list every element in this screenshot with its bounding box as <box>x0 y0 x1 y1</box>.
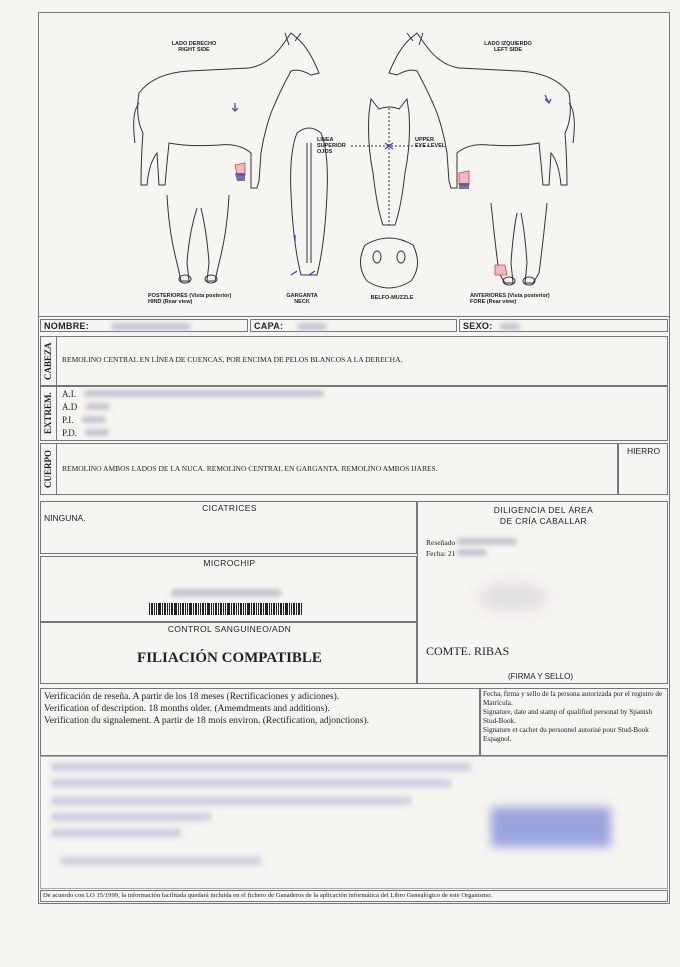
barcode-bar <box>162 603 163 615</box>
hind-legs-rear-view <box>167 195 229 283</box>
barcode-bar <box>205 603 206 615</box>
muzzle-drawing <box>360 238 417 288</box>
cabeza-text: REMOLINO CENTRAL EN LÍNEA DE CUENCAS, POR ENCIMA DE PELOS BLANCOS A LA DERECHA. <box>62 355 403 364</box>
verification-side-text <box>483 690 665 744</box>
redacted-stamp-area <box>40 756 668 889</box>
extrem-row-ad: A.D <box>62 401 324 414</box>
barcode-bar <box>258 603 259 615</box>
eye-line-label: LINEA SUPERIOR OJOS <box>317 137 346 155</box>
stamp-mark <box>478 582 548 612</box>
microchip-title: MICROCHIP <box>203 558 256 568</box>
microchip-box <box>40 556 417 622</box>
sexo-label: SEXO: <box>463 321 493 331</box>
divider <box>38 316 670 317</box>
barcode-bar <box>189 603 192 615</box>
right-side-label: LADO DERECHO RIGHT SIDE <box>171 41 217 53</box>
barcode-bar <box>278 603 279 615</box>
verification-side-box <box>480 688 668 756</box>
barcode-bar <box>156 603 157 615</box>
whorl-marks <box>232 95 551 275</box>
extrem-label: EXTREM. <box>43 392 53 435</box>
barcode-bar <box>271 603 272 615</box>
barcode-bar <box>253 603 255 615</box>
barcode-bar <box>200 603 201 615</box>
resenado-label: Reseñado <box>426 538 456 547</box>
extrem-row-pi: P.I. <box>62 414 324 427</box>
firma-label: (FIRMA Y SELLO) <box>508 672 574 681</box>
barcode-bar <box>149 603 150 615</box>
barcode-bar <box>154 603 155 615</box>
white-markings <box>235 163 507 275</box>
redacted-sex <box>500 323 520 330</box>
barcode-bar <box>276 603 277 615</box>
barcode-bar <box>182 603 184 615</box>
barcode-bar <box>151 603 153 615</box>
barcode-bar <box>283 603 284 615</box>
cicatrices-value: NINGUNA. <box>44 513 86 523</box>
barcode-bar <box>202 603 204 615</box>
verification-text <box>44 691 369 727</box>
barcode-bar <box>251 603 252 615</box>
barcode-bar <box>269 603 270 615</box>
neck-label: GARGANTA NECK <box>286 293 318 305</box>
barcode-bar <box>169 603 170 615</box>
barcode-bar <box>193 603 194 615</box>
barcode-bar <box>171 603 173 615</box>
barcode-bar <box>213 603 214 615</box>
capa-label: CAPA: <box>254 321 284 331</box>
barcode-bar <box>293 603 295 615</box>
barcode-bar <box>164 603 166 615</box>
fecha-label: Fecha: 21 <box>426 549 456 558</box>
cuerpo-text: REMOLINO AMBOS LADOS DE LA NUCA. REMOLINO CENTRAL EN GARGANTA. REMOLINO AMBOS IJARES. <box>62 464 438 473</box>
footer-box <box>40 890 668 902</box>
fore-label: ANTERIORES (Vista posterior) FORE (Rear view) <box>470 293 550 305</box>
barcode-bar <box>231 603 232 615</box>
cicatrices-title: CICATRICES <box>202 503 257 513</box>
verification-box <box>40 688 480 756</box>
footer-text: De acuerdo con LO 15/1999, la información facilitada quedará incluida en el fichero de Ganaderos de la aplicación informática del Libro Genealógico de este Organismo. <box>43 892 493 899</box>
barcode-bar <box>256 603 257 615</box>
barcode-bar <box>273 603 275 615</box>
barcode-bar <box>301 603 302 615</box>
hierro-label: HIERRO <box>627 446 661 456</box>
verification-side-en: Signature, date and stamp of qualified personal by Spanish Stud-Book. <box>483 708 653 725</box>
redacted-name <box>111 323 191 330</box>
barcode-bar <box>218 603 219 615</box>
extrem-rows <box>62 388 324 440</box>
sexo-field <box>459 319 668 332</box>
barcode-bar <box>174 603 177 615</box>
cabeza-label: CABEZA <box>43 342 53 380</box>
barcode-bar <box>198 603 199 615</box>
capa-field <box>250 319 457 332</box>
extrem-row-ai: A.I. <box>62 388 324 401</box>
left-side-horse-drawing <box>389 33 574 188</box>
barcode-bar <box>265 603 268 615</box>
divider <box>56 386 57 441</box>
barcode-bar <box>260 603 262 615</box>
barcode-bar <box>243 603 244 615</box>
barcode-bar <box>238 603 239 615</box>
control-title: CONTROL SANGUINEO/ADN <box>167 624 292 634</box>
nombre-field <box>40 319 248 332</box>
verification-side-fr: Signature et cachet du personnel autorisé pour Stud-Book Espagnol. <box>483 726 649 743</box>
redacted-chip-number <box>171 589 281 597</box>
verification-en: Verification of description. 18 months older. (Amemdments and additions). <box>44 704 330 714</box>
left-side-label: LADO IZQUIERDO LEFT SIDE <box>484 41 532 53</box>
barcode-bar <box>245 603 246 615</box>
divider <box>56 443 57 495</box>
barcode-bar <box>195 603 197 615</box>
hind-label: POSTERIORES (Vista posterior) HIND (Rear view) <box>148 293 232 305</box>
divider <box>56 336 57 386</box>
barcode-bar <box>263 603 264 615</box>
control-box <box>40 622 417 684</box>
barcode-bar <box>220 603 222 615</box>
hierro-box <box>618 443 668 495</box>
barcode-bar <box>247 603 250 615</box>
diligencia-box <box>417 501 668 684</box>
verification-fr: Verification du signalement. A partir de 18 mois environ. (Rectification, adjonctions). <box>44 716 370 726</box>
barcode-bar <box>158 603 161 615</box>
barcode-bar <box>285 603 288 615</box>
barcode-bar <box>236 603 237 615</box>
barcode-bar <box>167 603 168 615</box>
barcode-bar <box>240 603 242 615</box>
cicatrices-box <box>40 501 417 554</box>
barcode-bar <box>223 603 224 615</box>
verification-es: Verificación de reseña. A partir de los 18 meses (Rectificaciones y adiciones). <box>44 692 340 702</box>
barcode-bar <box>215 603 217 615</box>
barcode-bar <box>225 603 226 615</box>
barcode-bar <box>280 603 282 615</box>
barcode-bar <box>180 603 181 615</box>
barcode-bar <box>298 603 300 615</box>
barcode-bar <box>185 603 186 615</box>
barcode-bar <box>211 603 212 615</box>
cuerpo-label: CUERPO <box>43 450 53 488</box>
barcode-bar <box>296 603 297 615</box>
head-front-view-drawing <box>351 99 431 225</box>
upper-eye-label: UPPER EYE LEVEL <box>415 137 446 149</box>
nombre-label: NOMBRE: <box>44 321 90 331</box>
barcode-bar <box>207 603 210 615</box>
barcode-bar <box>187 603 188 615</box>
muzzle-label: BELFO-MUZZLE <box>370 295 414 301</box>
barcode-bar <box>227 603 230 615</box>
microchip-barcode <box>149 603 303 615</box>
barcode-bar <box>178 603 179 615</box>
barcode-bar <box>233 603 235 615</box>
diligencia-title: DILIGENCIA DEL ÁREA DE CRÍA CABALLAR <box>493 505 594 526</box>
verification-side-es: Fecha, firma y sello de la persona autorizada por el registro de Matrícula. <box>483 690 663 707</box>
diligencia-details <box>426 537 517 559</box>
signer-name: COMTE. RIBAS <box>426 644 510 658</box>
redacted-coat <box>297 323 327 330</box>
barcode-bar <box>291 603 292 615</box>
control-result: FILIACIÓN COMPATIBLE <box>137 650 322 666</box>
barcode-bar <box>289 603 290 615</box>
extrem-row-pd: P.D. <box>62 427 324 440</box>
horse-diagram <box>39 13 669 315</box>
